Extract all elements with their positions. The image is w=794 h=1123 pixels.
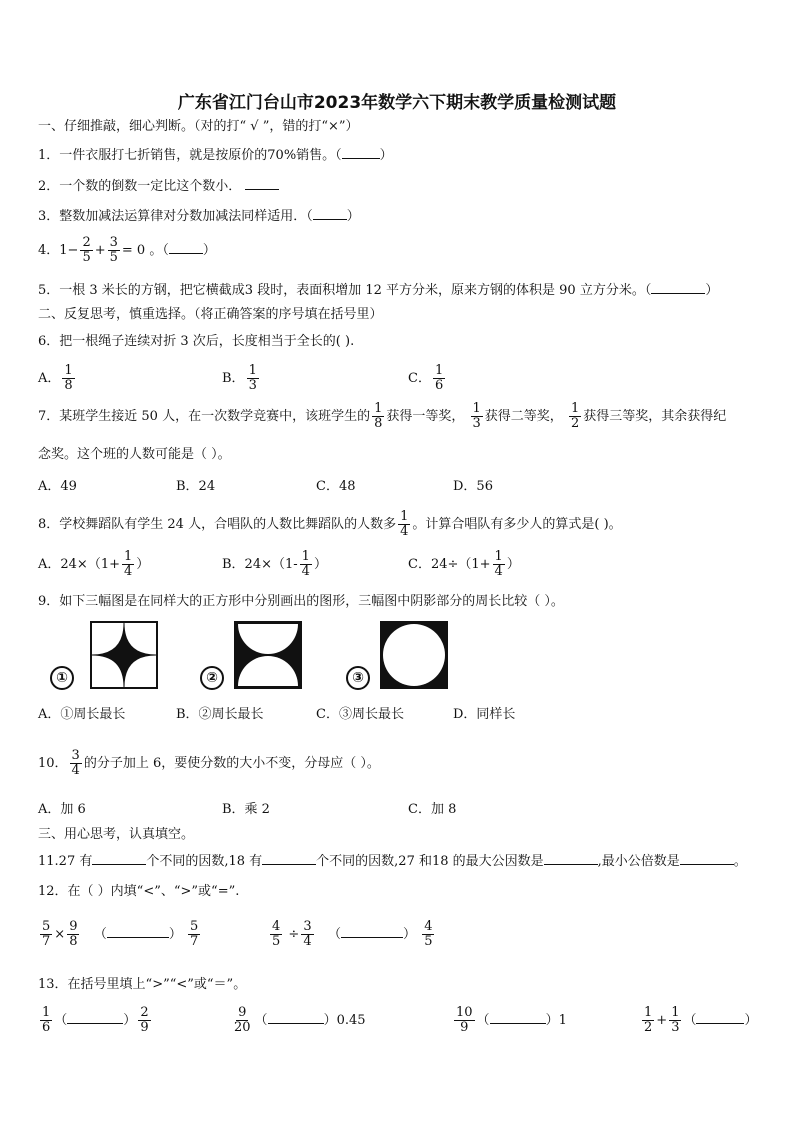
question-1: 1．一件衣服打七折销售，就是按原价的70%销售。（ ） — [38, 148, 393, 163]
section-1-heading: 一、仔细推敲，细心判断。（对的打“ √ ”，错的打“×”） — [38, 119, 359, 134]
question-10: 10． $\frac{3}{4}$ 的分子加上 6，要使分数的大小不变，分母应（ ）。 — [38, 748, 380, 778]
question-6: 6．把一根绳子连续对折 3 次后，长度相当于全长的( ). — [38, 334, 355, 349]
fraction: $\frac{1}{4}$ — [124, 549, 133, 579]
fraction: $\frac{3}{5}$ — [109, 235, 118, 265]
answer-blank[interactable] — [268, 1011, 324, 1024]
compare-item-3: $\frac{10}{9}$ （ ）1 — [456, 1005, 567, 1035]
question-7: 7．某班学生接近 50 人，在一次数学竞赛中，该班学生的 $\frac{1}{8}$ 获得一等奖， $\frac{1}{3}$ 获得二等奖， $\frac{1}{2}$ 获得三等奖，其余获得纪 — [38, 401, 727, 431]
question-5: 5．一根 3 米长的方钢，把它横截成3 段时，表面积增加 12 平方分米，原来方钢的体积是 90 立方分米。（ ） — [38, 283, 719, 298]
page-title: 广东省江门台山市2023年数学六下期末教学质量检测试题 — [177, 93, 617, 113]
fraction: $\frac{4}{5}$ — [272, 919, 281, 949]
answer-blank[interactable] — [169, 241, 203, 254]
figure-2-label: ② — [200, 666, 224, 690]
fraction: $\frac{1}{2}$ — [570, 401, 580, 431]
fraction: $\frac{5}{7}$ — [42, 919, 51, 949]
answer-blank[interactable] — [544, 852, 598, 865]
option-a[interactable]: A．加 6 — [38, 802, 86, 817]
fraction: $\frac{1}{4}$ — [301, 549, 310, 579]
option-b[interactable]: B． $\frac{1}{3}$ — [222, 363, 257, 393]
question-8: 8．学校舞蹈队有学生 24 人，合唱队的人数比舞蹈队的人数多 $\frac{1}{4}$ 。计算合唱队有多少人的算式是( )。 — [38, 509, 622, 539]
question-3: 3．整数加减法运算律对分数加减法同样适用．（ ） — [38, 209, 360, 224]
option-b[interactable]: B．②周长最长 — [176, 707, 264, 722]
fraction: $\frac{9}{20}$ — [234, 1005, 251, 1035]
question-2: 2．一个数的倒数一定比这个数小． — [38, 177, 279, 196]
fraction: $\frac{2}{5}$ — [82, 235, 91, 265]
answer-blank[interactable] — [342, 146, 380, 159]
fraction: $\frac{1}{3}$ — [248, 363, 257, 393]
fraction: $\frac{1}{3}$ — [472, 401, 481, 431]
compare-item-2: $\frac{4}{5}$ ÷ $\frac{3}{4}$ （ ） $\frac{4}{5}$ — [272, 919, 433, 949]
fraction: $\frac{1}{8}$ — [374, 401, 383, 431]
fraction: $\frac{4}{5}$ — [424, 919, 433, 949]
question-9: 9．如下三幅图是在同样大的正方形中分别画出的图形，三幅图中阴影部分的周长比较（ ）。 — [38, 594, 564, 609]
figure-1-label: ① — [50, 666, 74, 690]
question-4: 4．1− $\frac{2}{5}$ + $\frac{3}{5}$ = 0 。（ ） — [38, 235, 216, 265]
option-c[interactable]: C．加 8 — [408, 802, 457, 817]
answer-blank[interactable] — [696, 1011, 744, 1024]
fraction: $\frac{9}{8}$ — [69, 919, 78, 949]
answer-blank[interactable] — [67, 1011, 123, 1024]
fraction: $\frac{1}{3}$ — [671, 1005, 680, 1035]
question-11: 11.27 有 个不同的因数,18 有 个不同的因数,27 和18 的最大公因数是 ,最小公倍数是 。 — [38, 854, 747, 869]
compare-item-1: $\frac{1}{6}$ （ ） $\frac{2}{9}$ — [42, 1005, 149, 1035]
option-b[interactable]: B．24×（1- $\frac{1}{4}$ ） — [222, 549, 327, 579]
fraction: $\frac{1}{4}$ — [400, 509, 409, 539]
compare-item-1: $\frac{5}{7}$ × $\frac{9}{8}$ （ ） $\frac{5}{7}$ — [42, 919, 199, 949]
fraction: $\frac{3}{4}$ — [303, 919, 312, 949]
compare-item-4: $\frac{1}{2}$ + $\frac{1}{3}$ （ ） — [644, 1005, 758, 1035]
answer-blank[interactable] — [490, 1011, 546, 1024]
option-c[interactable]: C． $\frac{1}{6}$ — [408, 363, 444, 393]
fraction: $\frac{10}{9}$ — [456, 1005, 473, 1035]
answer-blank[interactable] — [262, 852, 316, 865]
answer-blank[interactable] — [245, 177, 279, 190]
section-3-heading: 三、用心思考，认真填空。 — [38, 827, 195, 842]
option-a[interactable]: A．①周长最长 — [38, 707, 126, 722]
option-c[interactable]: C．③周长最长 — [316, 707, 404, 722]
fraction: $\frac{3}{4}$ — [71, 748, 80, 778]
fraction: $\frac{1}{8}$ — [64, 363, 73, 393]
option-b[interactable]: B．乘 2 — [222, 802, 270, 817]
answer-blank[interactable] — [651, 281, 705, 294]
fraction: $\frac{1}{2}$ — [644, 1005, 653, 1035]
answer-blank[interactable] — [92, 852, 146, 865]
compare-item-2: $\frac{9}{20}$ （ ）0.45 — [234, 1005, 366, 1035]
fraction: $\frac{2}{9}$ — [140, 1005, 149, 1035]
fraction: $\frac{1}{4}$ — [494, 549, 503, 579]
figure-1-star — [90, 621, 158, 689]
question-7-line-2: 念奖。这个班的人数可能是（ ）。 — [38, 447, 231, 462]
option-a[interactable]: A． $\frac{1}{8}$ — [38, 363, 73, 393]
question-13: 13．在括号里填上“>”“<”或“＝”。 — [38, 977, 247, 992]
fraction: $\frac{5}{7}$ — [190, 919, 199, 949]
figure-2-semicircles — [234, 621, 302, 689]
option-b[interactable]: B．24 — [176, 479, 216, 494]
option-a[interactable]: A．24×（1+ $\frac{1}{4}$ ） — [38, 549, 150, 579]
option-d[interactable]: D．同样长 — [453, 707, 516, 722]
fraction: $\frac{1}{6}$ — [434, 363, 444, 393]
option-c[interactable]: C．24÷（1+ $\frac{1}{4}$ ） — [408, 549, 520, 579]
figure-3-circle — [380, 621, 448, 689]
section-2-heading: 二、反复思考，慎重选择。（将正确答案的序号填在括号里） — [38, 307, 383, 322]
option-a[interactable]: A．49 — [38, 479, 77, 494]
question-12: 12．在（ ）内填“<”、“>”或“=”. — [38, 884, 240, 899]
answer-blank[interactable] — [680, 852, 734, 865]
answer-blank[interactable] — [313, 207, 347, 220]
fraction: $\frac{1}{6}$ — [42, 1005, 51, 1035]
option-d[interactable]: D．56 — [453, 479, 493, 494]
option-c[interactable]: C．48 — [316, 479, 356, 494]
answer-blank[interactable] — [341, 925, 403, 938]
figure-3-label: ③ — [346, 666, 370, 690]
answer-blank[interactable] — [107, 925, 169, 938]
